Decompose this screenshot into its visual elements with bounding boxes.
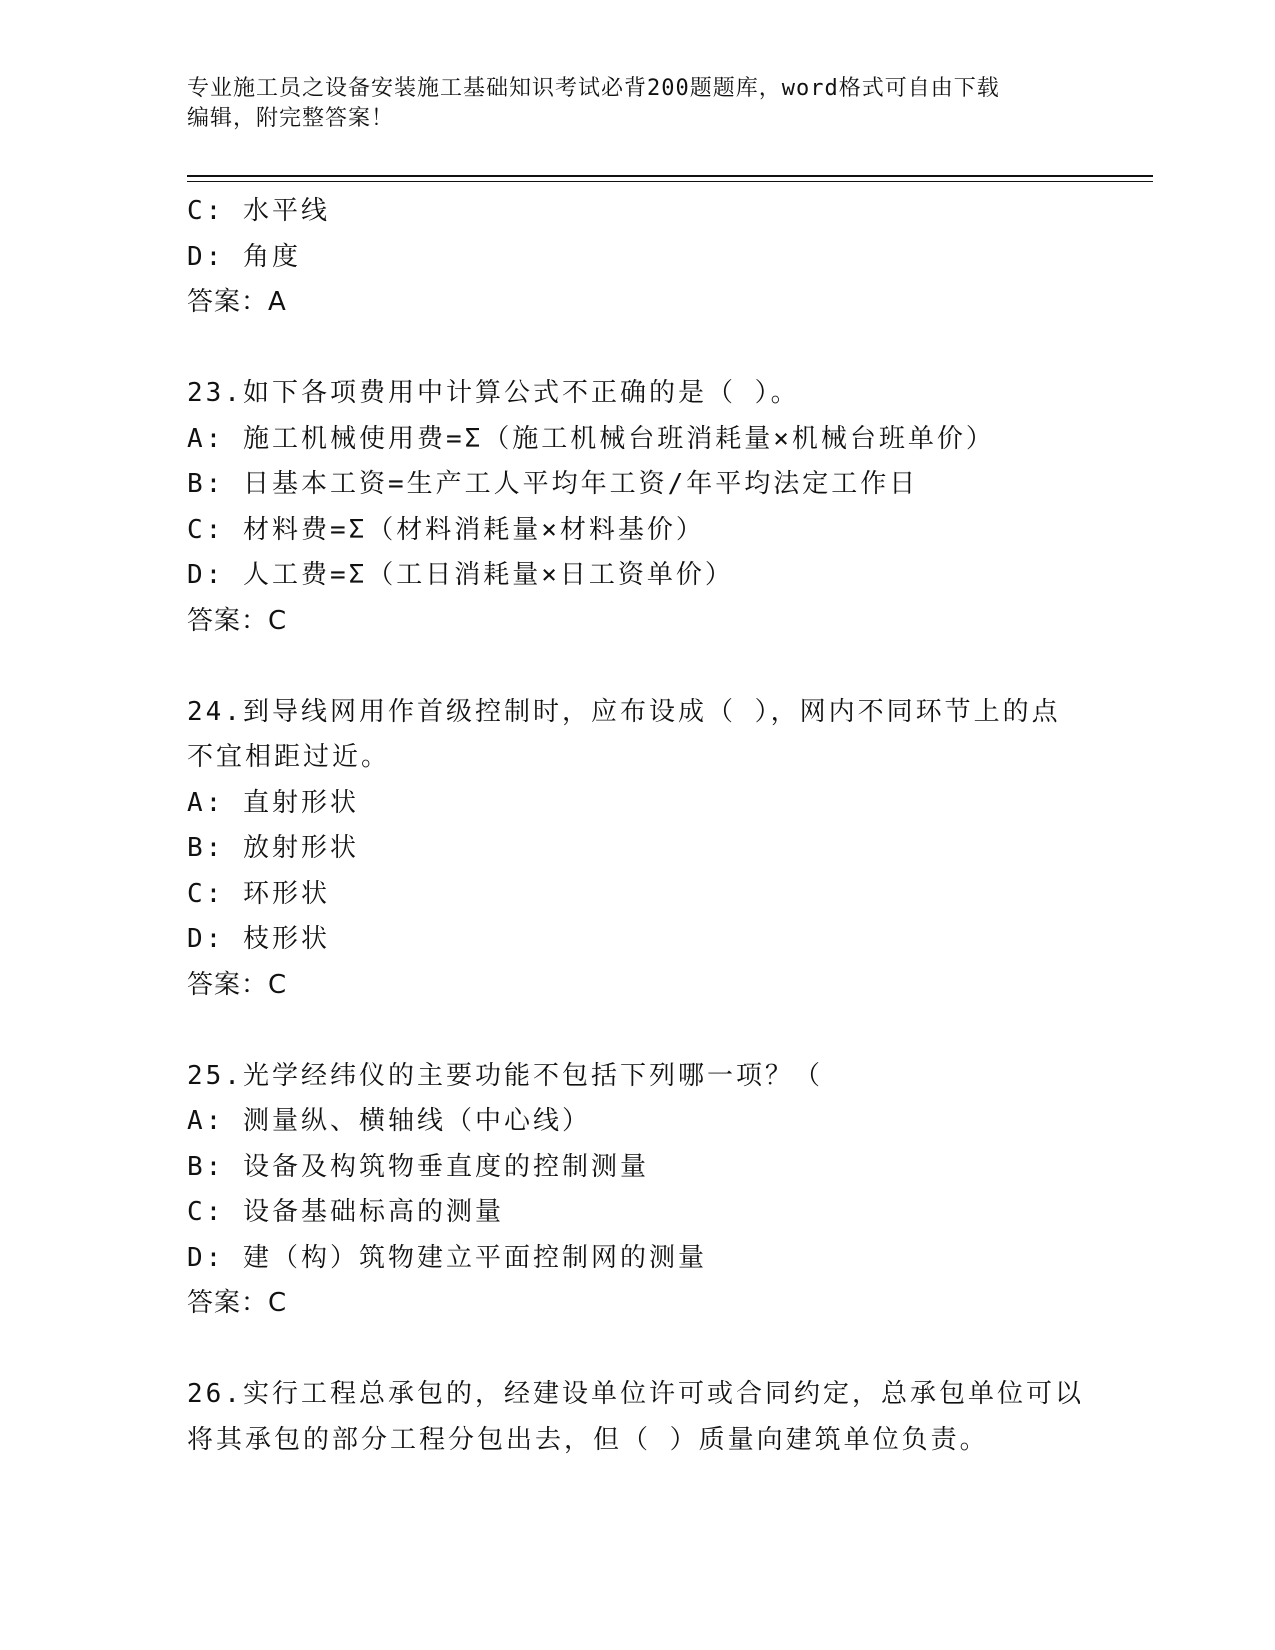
option-a: A: 施工机械使用费=Σ（施工机械台班消耗量×机械台班单价） [187, 423, 995, 454]
option-d: D: 枝形状 [187, 924, 330, 954]
header-title-line-1: 专业施工员之设备安装施工基础知识考试必背200题题库，word格式可自由下载 [187, 76, 1000, 101]
document-header [187, 74, 1087, 134]
answer-line: 答案：C [187, 969, 288, 1000]
option-d: D: 建（构）筑物建立平面控制网的测量 [187, 1242, 707, 1273]
question-25 [187, 1054, 1107, 1327]
option-a: A: 直射形状 [187, 787, 359, 818]
header-title-line-2: 编辑，附完整答案！ [187, 106, 395, 131]
option-c: C: 设备基础标高的测量 [187, 1197, 504, 1227]
question-stem: 25.光学经纬仪的主要功能不包括下列哪一项？（ [187, 1060, 823, 1091]
option-d: D: 角度 [187, 241, 301, 272]
question-stem: 24.到导线网用作首级控制时，应布设成（ ），网内不同环节上的点 [187, 696, 1061, 727]
option-b: B: 日基本工资=生产工人平均年工资/年平均法定工作日 [187, 469, 919, 499]
question-stem-continued: 将其承包的部分工程分包出去，但（ ）质量向建筑单位负责。 [187, 1424, 989, 1455]
question-spacer [187, 1008, 1107, 1054]
header-divider-thick [187, 175, 1153, 177]
question-list [187, 189, 1107, 1463]
option-b: B: 放射形状 [187, 833, 359, 863]
question-spacer [187, 1327, 1107, 1373]
question-22-carryover [187, 189, 1107, 326]
question-stem-continued: 不宜相距过近。 [187, 742, 391, 772]
question-26 [187, 1372, 1107, 1463]
option-c: C: 环形状 [187, 878, 330, 909]
option-c: C: 水平线 [187, 196, 330, 226]
answer-line: 答案：A [187, 287, 287, 317]
option-d: D: 人工费=Σ（工日消耗量×日工资单价） [187, 560, 734, 590]
option-b: B: 设备及构筑物垂直度的控制测量 [187, 1151, 649, 1182]
question-23 [187, 371, 1107, 644]
option-a: A: 测量纵、横轴线（中心线） [187, 1106, 591, 1136]
question-spacer [187, 326, 1107, 372]
question-stem: 23.如下各项费用中计算公式不正确的是（ ）。 [187, 378, 800, 408]
question-spacer [187, 644, 1107, 690]
answer-line: 答案：C [187, 1288, 288, 1318]
header-divider-thin [187, 181, 1153, 182]
answer-line: 答案：C [187, 605, 288, 636]
question-24 [187, 690, 1107, 1009]
question-stem: 26.实行工程总承包的，经建设单位许可或合同约定，总承包单位可以 [187, 1379, 1084, 1409]
option-c: C: 材料费=Σ（材料消耗量×材料基价） [187, 514, 705, 545]
